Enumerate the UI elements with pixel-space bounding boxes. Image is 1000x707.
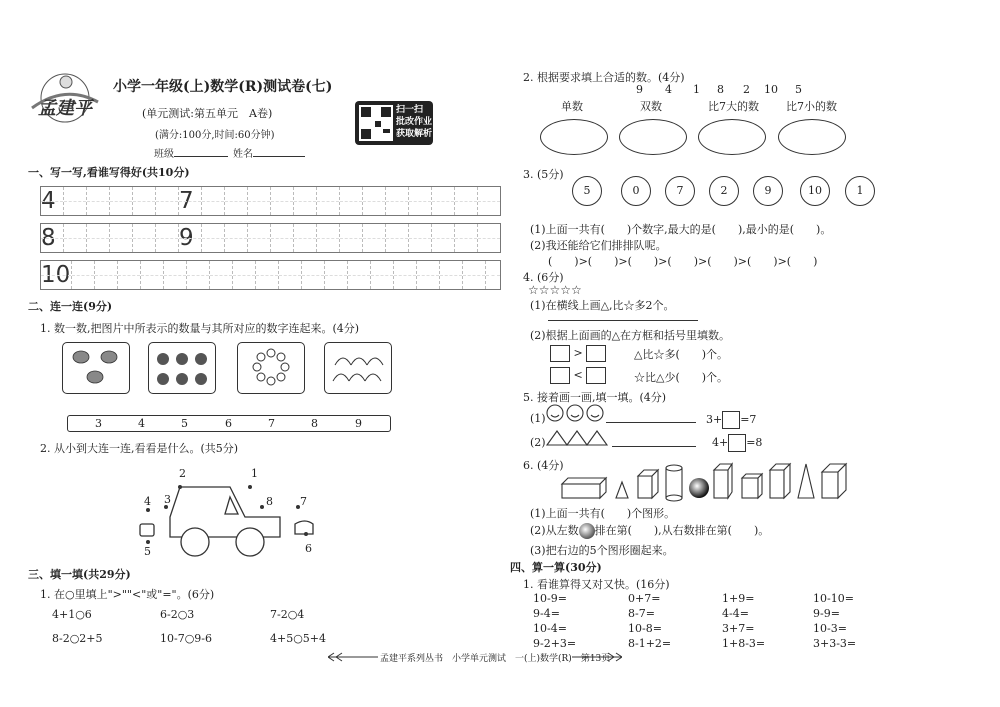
s2-question-2: 2. 从小到大连一连,看看是什么。(共5分) — [40, 442, 239, 455]
publisher-logo — [26, 72, 104, 130]
dot-label: 8 — [266, 495, 273, 508]
page-subtitle: (单元测试:第五单元 A卷) — [142, 107, 273, 120]
compare-item[interactable]: 8-2○2+5 — [52, 632, 103, 645]
given-number: 10 — [764, 83, 778, 96]
r-question-6: 6. (4分) — [523, 459, 564, 472]
qr-text-1: 扫一扫 — [396, 105, 424, 115]
category-label: 比7大的数 — [708, 100, 759, 113]
match-number[interactable]: 9 — [355, 417, 362, 430]
bead-ring-picture — [237, 342, 305, 394]
calc-item[interactable]: 10-9= — [533, 592, 567, 605]
s4-question-1: 1. 看谁算得又对又快。(16分) — [523, 578, 670, 591]
calc-item[interactable]: 1+9= — [722, 592, 755, 605]
section-4-heading: 四、算一算(30分) — [510, 561, 602, 574]
answer-oval[interactable] — [619, 119, 687, 155]
class-label: 班级 — [154, 145, 228, 160]
category-label: 双数 — [640, 100, 662, 113]
dot-label: 2 — [179, 467, 186, 480]
grid-number: 9 — [179, 224, 202, 252]
s3-question-1: 1. 在○里填上">""<"或"="。(6分) — [40, 588, 215, 601]
calc-item[interactable]: 8-1+2= — [628, 637, 672, 650]
dot-label: 5 — [144, 545, 151, 558]
q4-line-2: (2)根据上面画的△在方框和括号里填数。 — [530, 329, 731, 342]
q3-line-1: (1)上面一共有( )个数字,最大的是( ),最小的是( )。 — [530, 223, 832, 236]
section-2-heading: 二、连一连(9分) — [28, 300, 113, 313]
shapes-row — [556, 460, 856, 502]
given-number: 8 — [717, 83, 724, 96]
continue-line[interactable] — [606, 422, 696, 423]
answer-oval[interactable] — [540, 119, 608, 155]
continue-line[interactable] — [612, 446, 696, 447]
number-bubble: 10 — [800, 176, 830, 206]
dot-label: 7 — [300, 495, 307, 508]
apple-picture — [148, 342, 216, 394]
s2-question-1: 1. 数一数,把图片中所表示的数量与其所对应的数字连起来。(4分) — [40, 322, 360, 335]
compare-item[interactable]: 7-2○4 — [270, 608, 305, 621]
match-number[interactable]: 3 — [95, 417, 102, 430]
q6-line-2a: (2)从左数 — [530, 524, 579, 537]
smiley-pattern — [545, 403, 605, 426]
writing-grid-row[interactable] — [40, 186, 501, 216]
calc-item[interactable]: 10-10= — [813, 592, 854, 605]
grid-number: 7 — [179, 187, 202, 215]
dot-label: 3 — [164, 493, 171, 506]
match-number[interactable]: 5 — [181, 417, 188, 430]
draw-line[interactable] — [548, 320, 698, 321]
section-3-heading: 三、填一填(共29分) — [28, 568, 131, 581]
number-bubble: 7 — [665, 176, 695, 206]
r-question-5: 5. 接着画一画,填一填。(4分) — [523, 391, 667, 404]
compare-item[interactable]: 10-7○9-6 — [160, 632, 213, 645]
q6-line-2 — [530, 522, 769, 539]
number-bubble: 1 — [845, 176, 875, 206]
q5-line-1: (1) — [530, 412, 546, 425]
q3-line-2: (2)我还能给它们排排队呢。 — [530, 239, 667, 252]
number-bubble: 2 — [709, 176, 739, 206]
footer-text: 孟建平系列丛书 小学单元测试 一(上)数学(R) 第13页 — [380, 654, 611, 664]
q3-line-3[interactable]: ( )>( )>( )>( )>( )>( )>( ) — [548, 255, 818, 268]
compare-boxes-less[interactable]: < — [550, 367, 606, 384]
category-label: 单数 — [561, 100, 583, 113]
writing-grid-row[interactable] — [40, 223, 501, 253]
qr-code-badge — [355, 101, 433, 145]
number-bubble: 0 — [621, 176, 651, 206]
q6-line-2b: 排在第( ),从右数排在第( )。 — [594, 524, 770, 537]
calc-item[interactable]: 10-8= — [628, 622, 662, 635]
match-number[interactable]: 4 — [138, 417, 145, 430]
qr-icon — [359, 105, 393, 141]
match-number[interactable]: 6 — [225, 417, 232, 430]
calc-item[interactable]: 3+7= — [722, 622, 755, 635]
q5-equation-2[interactable]: 4+ =8 — [712, 434, 762, 452]
given-number: 4 — [665, 83, 672, 96]
given-number: 1 — [693, 83, 700, 96]
calc-item[interactable]: 9-4= — [533, 607, 560, 620]
r-question-4: 4. (6分) — [523, 271, 564, 284]
dot-label: 1 — [251, 467, 258, 480]
calc-item[interactable]: 4-4= — [722, 607, 749, 620]
triangle-pattern — [545, 429, 611, 450]
sphere-icon — [579, 523, 595, 539]
calc-item[interactable]: 1+8-3= — [722, 637, 766, 650]
answer-oval[interactable] — [698, 119, 766, 155]
q6-line-1: (1)上面一共有( )个图形。 — [530, 507, 676, 520]
calc-item[interactable]: 9-2+3= — [533, 637, 577, 650]
compare-item[interactable]: 4+1○6 — [52, 608, 92, 621]
footer-arrow-right-icon — [572, 652, 622, 665]
bell-picture — [324, 342, 392, 394]
calc-item[interactable]: 10-3= — [813, 622, 847, 635]
dot-label: 6 — [305, 542, 312, 555]
number-bubble: 9 — [753, 176, 783, 206]
compare-item[interactable]: 4+5○5+4 — [270, 632, 327, 645]
answer-oval[interactable] — [778, 119, 846, 155]
qr-text-3: 获取解析 — [396, 129, 433, 139]
calc-item[interactable]: 10-4= — [533, 622, 567, 635]
chicken-picture — [62, 342, 130, 394]
name-label: 姓名 — [233, 145, 305, 160]
dot-label: 4 — [144, 495, 151, 508]
writing-grid-row[interactable] — [40, 260, 501, 290]
number-bubble: 5 — [572, 176, 602, 206]
r-question-3: 3. (5分) — [523, 168, 564, 181]
q6-line-3: (3)把右边的5个图形圈起来。 — [530, 544, 674, 557]
page-title: 小学一年级(上)数学(R)测试卷(七) — [113, 79, 333, 95]
logo-text: 孟建平 — [38, 98, 92, 119]
q4-answer-a: △比☆多( )个。 — [634, 348, 729, 361]
compare-item[interactable]: 6-2○3 — [160, 608, 195, 621]
match-number[interactable]: 8 — [311, 417, 318, 430]
qr-text-2: 批改作业 — [396, 117, 433, 127]
grid-number: 4 — [41, 187, 64, 215]
grid-number: 8 — [41, 224, 64, 252]
r-question-2: 2. 根据要求填上合适的数。(4分) — [523, 71, 685, 84]
calc-item[interactable]: 9-9= — [813, 607, 840, 620]
q5-line-2: (2) — [530, 436, 546, 449]
given-number: 5 — [795, 83, 802, 96]
footer-arrow-left-icon — [328, 652, 378, 665]
compare-boxes-greater[interactable]: > — [550, 345, 606, 362]
calc-item[interactable]: 3+3-3= — [813, 637, 857, 650]
connect-dots-car — [130, 462, 330, 562]
grid-number: 10 — [41, 262, 71, 288]
star-row: ☆☆☆☆☆ — [528, 283, 582, 297]
given-number: 2 — [743, 83, 750, 96]
calc-item[interactable]: 8-7= — [628, 607, 655, 620]
match-number[interactable]: 7 — [268, 417, 275, 430]
q4-answer-b: ☆比△少( )个。 — [634, 371, 729, 384]
section-1-heading: 一、写一写,看谁写得好(共10分) — [28, 166, 190, 179]
calc-item[interactable]: 0+7= — [628, 592, 661, 605]
q4-line-1: (1)在横线上画△,比☆多2个。 — [530, 299, 675, 312]
category-label: 比7小的数 — [786, 100, 837, 113]
given-number: 9 — [636, 83, 643, 96]
q5-equation-1[interactable]: 3+ =7 — [706, 411, 756, 429]
score-time: (满分:100分,时间:60分钟) — [155, 130, 275, 141]
